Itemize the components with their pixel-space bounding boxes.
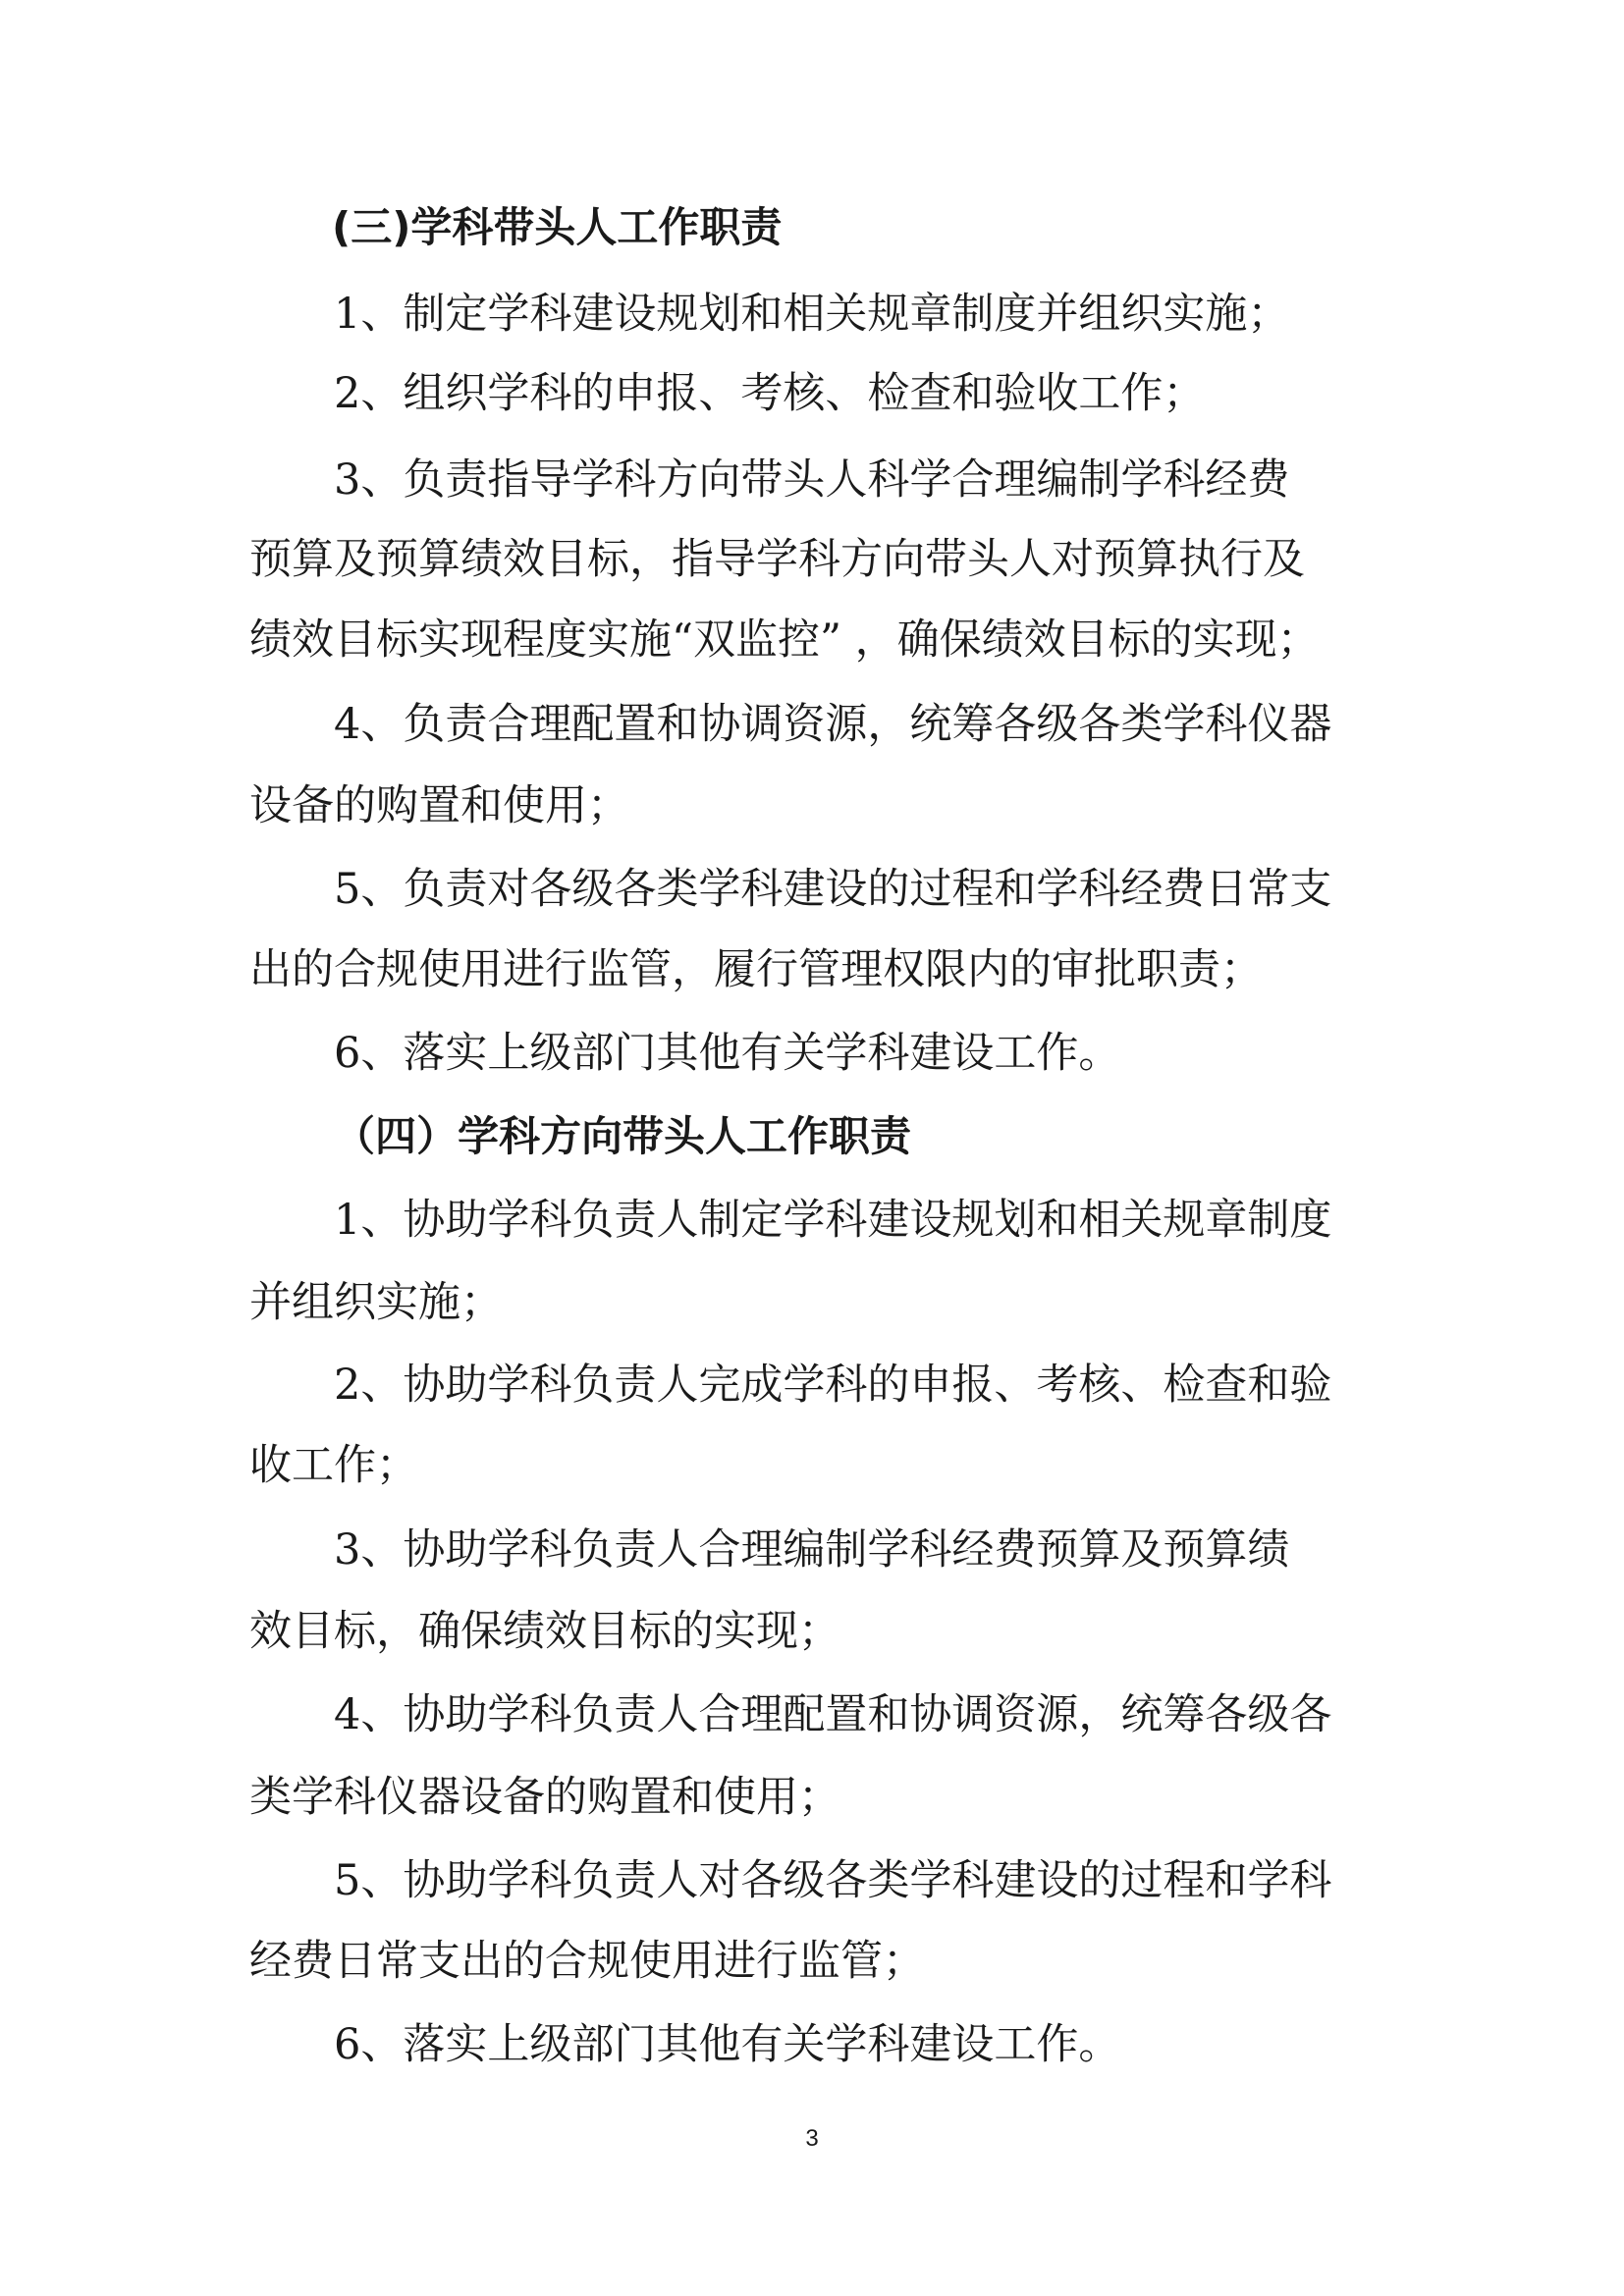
section-3-heading: (三)学科带头人工作职责 [332,203,783,251]
section-3-item-4: 4、负责合理配置和协调资源，统筹各级各类学科仪器 [334,700,1332,749]
section-3-item-2: 2、组织学科的申报、考核、检查和验收工作； [334,369,1206,418]
section-3-item-5-cont: 出的合规使用进行监管，履行管理权限内的审批职责； [249,945,1263,994]
section-3-item-6: 6、落实上级部门其他有关学科建设工作。 [334,1029,1121,1078]
page-number: 3 [805,2125,819,2152]
section-4-item-2: 2、协助学科负责人完成学科的申报、考核、检查和验 [334,1361,1332,1410]
section-3-item-3: 3、负责指导学科方向带头人科学合理编制学科经费 [334,455,1290,505]
section-4-heading: （四）学科方向带头人工作职责 [334,1112,912,1160]
section-4-item-5-cont: 经费日常支出的合规使用进行监管； [249,1937,925,1986]
section-3-item-4-cont: 设备的购置和使用； [249,781,629,830]
section-4-item-4-cont: 类学科仪器设备的购置和使用； [249,1773,840,1822]
section-3-item-1: 1、制定学科建设规划和相关规章制度并组织实施； [334,290,1290,339]
section-3-item-3-cont-1: 预算及预算绩效目标，指导学科方向带头人对预算执行及 [249,535,1305,584]
section-4-item-1: 1、协助学科负责人制定学科建设规划和相关规章制度 [334,1196,1332,1245]
section-4-item-3-cont: 效目标，确保绩效目标的实现； [249,1607,840,1656]
section-4-item-1-cont: 并组织实施； [249,1278,503,1327]
section-4-item-4: 4、协助学科负责人合理配置和协调资源，统筹各级各 [334,1690,1332,1739]
section-4-item-3: 3、协助学科负责人合理编制学科经费预算及预算绩 [334,1525,1290,1575]
section-4-item-5: 5、协助学科负责人对各级各类学科建设的过程和学科 [334,1856,1332,1905]
section-3-item-5: 5、负责对各级各类学科建设的过程和学科经费日常支 [334,865,1332,914]
section-3-item-3-cont-2: 绩效目标实现程度实施“双监控” ，确保绩效目标的实现； [249,615,1320,665]
section-4-item-2-cont: 收工作； [249,1441,418,1490]
section-4-item-6: 6、落实上级部门其他有关学科建设工作。 [334,2020,1121,2069]
